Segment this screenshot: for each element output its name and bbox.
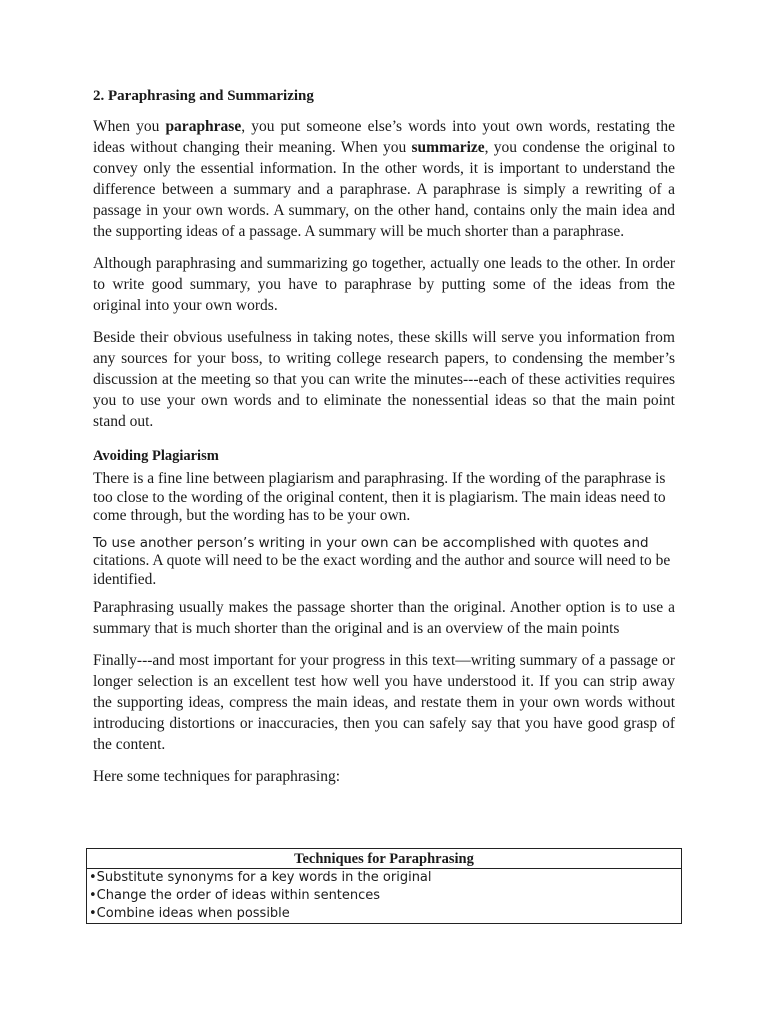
- text-run: , you put someone else’s words into yout own words, restating the ideas without changing their meaning. When you: [93, 118, 675, 156]
- paragraph-fine-line: There is a fine line between plagiarism and paraphrasing. If the wording of the paraphrase is too close to the wording of the original content, then it is plagiarism. The main ideas need to come through, but the wording has to be your own.: [93, 470, 666, 524]
- table-row: [87, 869, 682, 888]
- table-cell: •Combine ideas when possible: [87, 905, 682, 924]
- text-run: , you condense the original to convey only the essential information. In the other words, it is important to understand the difference between a summary and a paraphrase. A paraphrase is simply a rewriting of a passage in your own words. A summary, on the other hand, contains only the main idea and the supporting ideas of a passage. A summary will be much shorter than a paraphrase.: [93, 139, 675, 240]
- document-page: [93, 86, 675, 798]
- table-row: [87, 905, 682, 924]
- paragraph-usefulness: Beside their obvious usefulness in taking notes, these skills will serve you information from any sources for your boss, to writing college research papers, to condensing the member’s discussion at the meeting so that you can write the minutes---each of these activities requires you to use your own words and to eliminate the nonessential ideas so that the main point stand out.: [93, 329, 675, 430]
- paragraph-relationship: Although paraphrasing and summarizing go together, actually one leads to the other. In order to write good summary, you have to paraphrase by putting some of the ideas from the original into your own words.: [93, 255, 675, 314]
- paragraph-paraphrase-definition: [93, 116, 675, 242]
- table-header-cell: Techniques for Paraphrasing: [87, 849, 682, 869]
- table-header-row: [87, 849, 682, 869]
- paragraph-quotes: [93, 534, 675, 590]
- table-cell: •Change the order of ideas within sentences: [87, 887, 682, 905]
- table-row: [87, 887, 682, 905]
- text-run: To use another person’s writing in your own can be accomplished with quotes and: [93, 534, 649, 551]
- bold-term-paraphrase: paraphrase: [165, 118, 242, 135]
- paragraph-techniques-intro: Here some techniques for paraphrasing:: [93, 768, 341, 785]
- text-run: When you: [93, 118, 166, 135]
- text-run: citations. A quote will need to be the exact wording and the author and source will need to be identified.: [93, 552, 671, 588]
- plagiarism-heading: Avoiding Plagiarism: [93, 448, 219, 464]
- bold-term-summarize: summarize: [411, 139, 485, 156]
- paragraph-finally: Finally---and most important for your progress in this text—writing summary of a passage or longer selection is an excellent test how well you have understood it. If you can strip away the supporting ideas, compress the main ideas, and restate them in your own words without introducing distortions or inaccuracies, then you can safely say that you have good grasp of the content.: [93, 652, 675, 753]
- techniques-table: [86, 848, 682, 924]
- section-heading: 2. Paraphrasing and Summarizing: [93, 88, 314, 104]
- paragraph-shorter: Paraphrasing usually makes the passage shorter than the original. Another option is to use a summary that is much shorter than the original and is an overview of the main points: [93, 599, 675, 637]
- table-cell: •Substitute synonyms for a key words in the original: [87, 869, 682, 888]
